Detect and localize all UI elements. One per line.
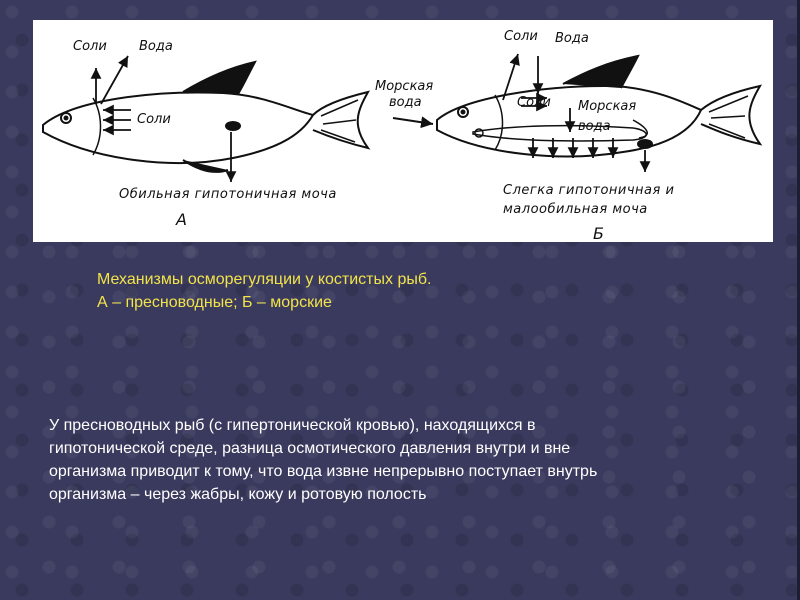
caption-line-2: А – пресноводные; Б – морские — [97, 294, 332, 311]
b-water-in-label: Вода — [555, 31, 589, 46]
b-urine-label-line2: малообильная моча — [503, 202, 648, 217]
b-sea-water-label-line2: вода — [578, 119, 611, 134]
a-urine-label: Обильная гипотоничная моча — [119, 187, 337, 202]
fish-a-dorsal-fin — [183, 62, 255, 94]
a-salts-out-label: Соли — [73, 39, 107, 54]
fish-b-gut — [473, 126, 646, 141]
b-urine-label-line1: Слегка гипотоничная и — [503, 183, 675, 198]
sea-water-label-line2: вода — [389, 95, 422, 110]
fish-b-dorsal-fin — [563, 56, 638, 88]
b-sea-water-label-line1: Морская — [578, 99, 637, 114]
fish-b-gill — [495, 95, 503, 150]
sea-water-label-line1: Морская — [375, 79, 434, 94]
osmoregulation-diagram — [33, 20, 773, 242]
a-salts-in-label: Соли — [137, 112, 171, 127]
b-letter: Б — [593, 224, 604, 243]
fish-b-tail — [701, 86, 760, 144]
caption-line-1: Механизмы осморегуляции у костистых рыб. — [97, 271, 432, 288]
body-line-1: У пресноводных рыб (с гипертонической кровью), находящихся в — [49, 417, 536, 434]
fish-a-body — [43, 92, 313, 163]
a-water-out-label: Вода — [139, 39, 173, 54]
b-salts-in-label: Соли — [504, 29, 538, 44]
b-salts-out-label: Соли — [517, 95, 551, 110]
a-letter: А — [176, 210, 187, 229]
body-line-2: гипотонической среде, разница осмотического давления внутри и вне — [49, 440, 571, 457]
fish-b-kidney-spot — [638, 140, 652, 148]
body-paragraph — [49, 414, 749, 506]
transition-arrow — [393, 118, 433, 124]
body-line-4: организма – через жабры, кожу и ротовую полость — [49, 486, 427, 503]
body-line-3: организма приводит к тому, что вода извне непрерывно поступает внутрь — [49, 463, 598, 480]
fish-a-gill — [93, 98, 101, 155]
figure-caption — [97, 268, 431, 314]
fish-a — [43, 62, 368, 172]
fish-a-tail — [313, 92, 368, 148]
fish-b-body — [437, 86, 701, 156]
fish-a-kidney-spot — [226, 122, 240, 130]
